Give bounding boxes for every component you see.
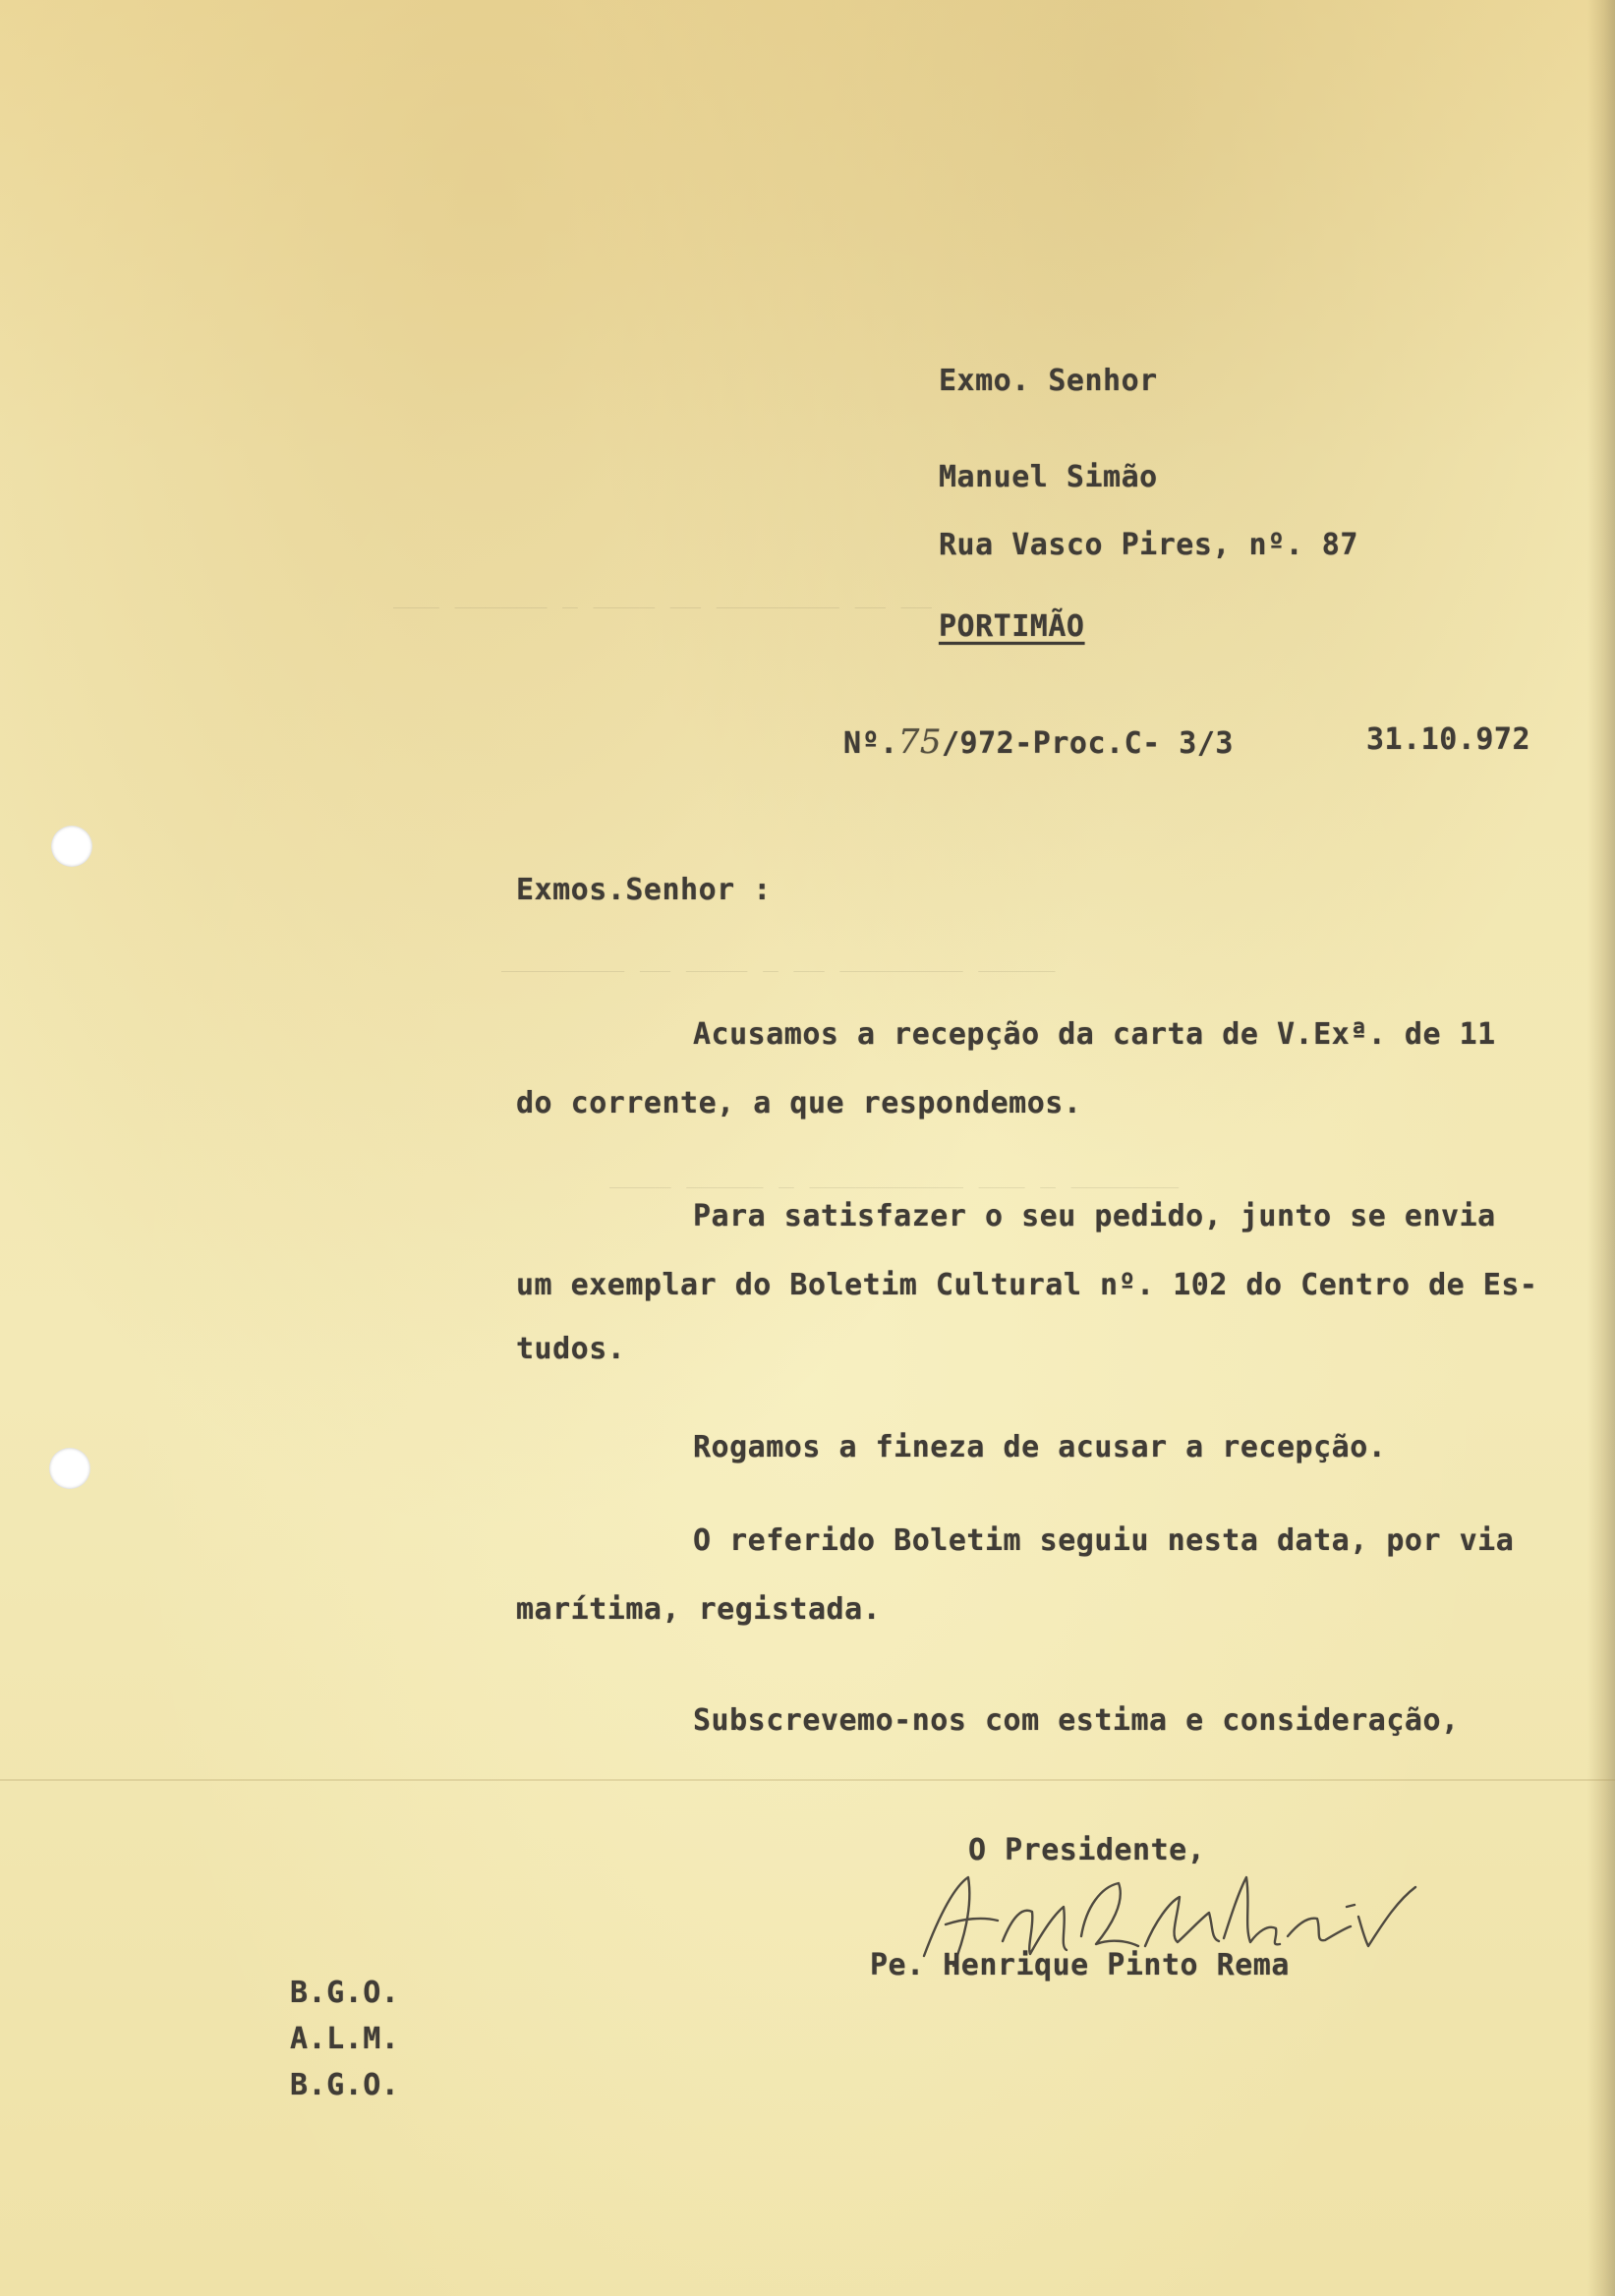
recipient-address: Rua Vasco Pires, nº. 87 [939, 528, 1358, 562]
recipient-salutation: Exmo. Senhor [939, 364, 1158, 398]
show-through-texture: ____ _____ _ __________ ___ _ _______ [609, 1160, 1180, 1189]
signer-title: O Presidente, [968, 1833, 1206, 1867]
reference-process: /972-Proc.C- 3/3 [941, 726, 1234, 761]
distribution-initials: B.G.O. [290, 2068, 400, 2102]
reference-handwritten-number: 75 [897, 722, 942, 762]
punch-hole-icon [51, 826, 92, 867]
punch-hole-icon [49, 1448, 90, 1489]
recipient-name: Manuel Simão [939, 460, 1158, 494]
recipient-city: PORTIMÃO [939, 609, 1085, 644]
reference-line [843, 722, 1234, 762]
page-edge-shadow [1587, 0, 1615, 2296]
body-line: O referido Boletim seguiu nesta data, por via [693, 1523, 1515, 1558]
body-line: marítima, registada. [516, 1592, 882, 1627]
body-line: do corrente, a que respondemos. [516, 1086, 1082, 1120]
greeting: Exmos.Senhor : [516, 873, 772, 907]
letter-date: 31.10.972 [1366, 722, 1531, 757]
show-through-texture: ___ ______ _ ____ __ ________ __ __ [393, 580, 932, 609]
distribution-initials: A.L.M. [290, 2022, 400, 2056]
body-line: um exemplar do Boletim Cultural nº. 102 do Centro de Es- [516, 1268, 1538, 1302]
reference-prefix: Nº. [843, 726, 898, 761]
closing-line: Subscrevemo-nos com estima e consideração, [693, 1703, 1460, 1738]
distribution-initials: B.G.O. [290, 1976, 400, 2010]
signer-name: Pe. Henrique Pinto Rema [870, 1948, 1290, 1982]
body-line: Rogamos a fineza de acusar a recepção. [693, 1430, 1387, 1464]
show-through-texture: ________ __ ____ _ __ ________ _____ [501, 944, 1056, 973]
body-line: Acusamos a recepção da carta de V.Exª. de 11 [693, 1017, 1496, 1052]
body-line: Para satisfazer o seu pedido, junto se envia [693, 1199, 1496, 1234]
body-line: tudos. [516, 1332, 626, 1366]
paper-fold-line [0, 1779, 1615, 1781]
